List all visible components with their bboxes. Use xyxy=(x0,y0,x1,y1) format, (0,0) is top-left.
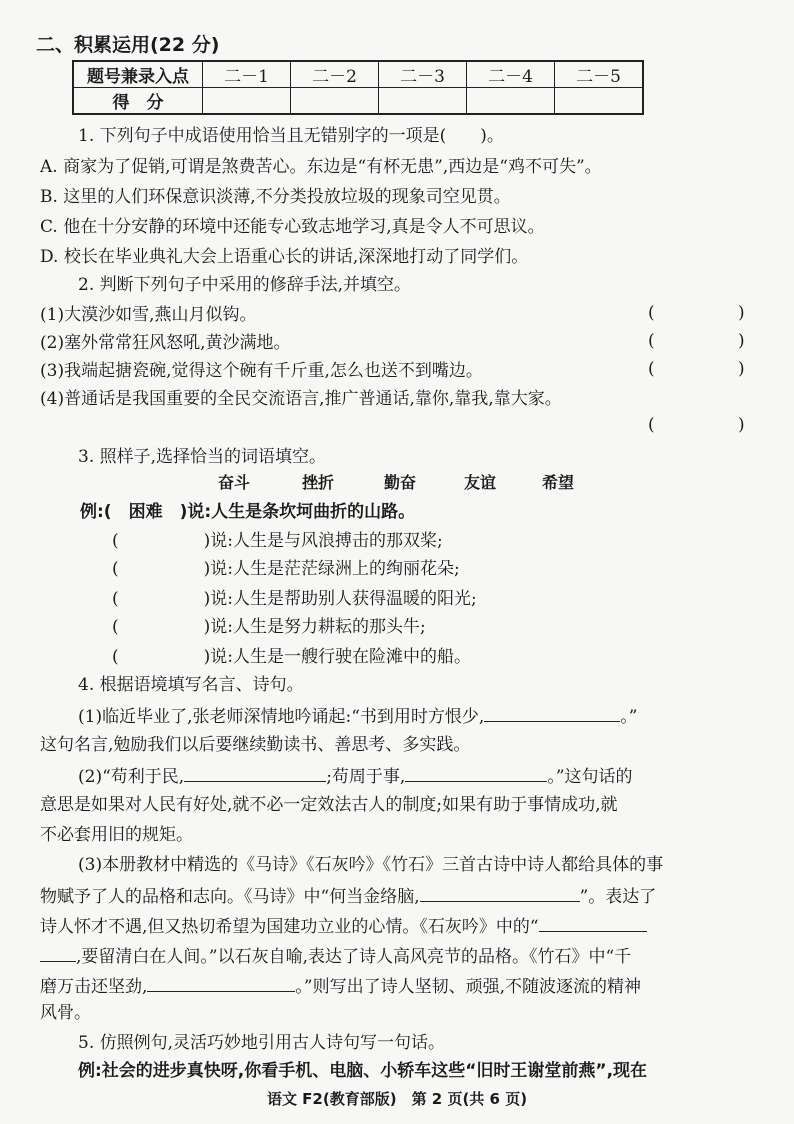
text: 。”这句话的 xyxy=(547,767,633,787)
question-4-para-2-cont: 不必套用旧的规矩。 xyxy=(40,825,193,845)
score-table-cell: 二－4 xyxy=(467,61,555,88)
question-1-option-d[interactable]: D. 校长在毕业典礼大会上语重心长的讲话,深深地打动了同学们。 xyxy=(40,247,529,267)
question-3-item[interactable]: ( )说:人生是努力耕耘的那头牛; xyxy=(112,617,426,637)
text: ,要留清白在人间。”以石灰自喻,表达了诗人高风亮节的品格。《竹石》中“千 xyxy=(76,947,632,967)
answer-paren-left[interactable]: ( xyxy=(648,359,655,379)
question-1-option-a[interactable]: A. 商家为了促销,可谓是煞费苦心。东边是“有杯无患”,西边是“鸡不可失”。 xyxy=(40,157,602,177)
text: ;苟周于事, xyxy=(326,767,406,787)
answer-paren-left[interactable]: ( xyxy=(648,331,655,351)
score-table-cell: 题号兼录入点 xyxy=(73,61,203,88)
question-4-para-3-cont xyxy=(40,973,794,999)
score-input-cell[interactable] xyxy=(291,88,379,115)
question-4-para-3-cont xyxy=(40,913,794,939)
fill-blank[interactable] xyxy=(40,943,76,962)
question-4-para-1-cont: 这句名言,勉励我们以后要继续勤读书、善思考、多实践。 xyxy=(40,735,471,755)
question-5-stem: 5. 仿照例句,灵活巧妙地引用古人诗句写一句话。 xyxy=(78,1033,446,1053)
text: ”。表达了 xyxy=(579,887,657,907)
score-table-cell: 二－1 xyxy=(203,61,291,88)
question-4-para-3-cont xyxy=(40,883,794,909)
score-input-cell[interactable] xyxy=(467,88,555,115)
question-1-option-b[interactable]: B. 这里的人们环保意识淡薄,不分类投放垃圾的现象司空见贯。 xyxy=(40,187,511,207)
question-4-para-3-cont xyxy=(40,943,794,969)
question-1-option-c[interactable]: C. 他在十分安静的环境中还能专心致志地学习,真是令人不可思议。 xyxy=(40,217,545,237)
question-2-stem: 2. 判断下列句子中采用的修辞手法,并填空。 xyxy=(78,275,412,295)
answer-paren-right[interactable]: ) xyxy=(738,331,745,351)
question-3-item[interactable]: ( )说:人生是帮助别人获得温暖的阳光; xyxy=(112,589,477,609)
question-2-item: (2)塞外常常狂风怒吼,黄沙满地。 xyxy=(40,333,291,353)
text: 。”则写出了诗人坚韧、顽强,不随波逐流的精神 xyxy=(295,977,642,997)
answer-paren-right[interactable]: ) xyxy=(738,303,745,323)
answer-paren-right[interactable]: ) xyxy=(738,415,745,435)
fill-blank[interactable] xyxy=(147,973,295,992)
word-choice: 希望 xyxy=(542,473,575,492)
question-3-example: 例:( 困难 )说:人生是条坎坷曲折的山路。 xyxy=(80,502,416,522)
question-3-item[interactable]: ( )说:人生是茫茫绿洲上的绚丽花朵; xyxy=(112,559,460,579)
score-table-cell: 得 分 xyxy=(73,88,203,115)
section-title: 二、积累运用(22 分) xyxy=(36,34,220,56)
fill-blank[interactable] xyxy=(405,763,547,782)
answer-paren-right[interactable]: ) xyxy=(738,359,745,379)
score-table-score-row xyxy=(73,88,643,115)
score-table-cell: 二－5 xyxy=(555,61,644,88)
question-5-example: 例:社会的进步真快呀,你看手机、电脑、小轿车这些“旧时王谢堂前燕”,现在 xyxy=(78,1061,648,1081)
score-input-cell[interactable] xyxy=(379,88,467,115)
word-choice: 友谊 xyxy=(464,473,497,492)
fill-blank[interactable] xyxy=(420,883,580,902)
text: 。” xyxy=(620,707,638,727)
fill-blank[interactable] xyxy=(484,703,620,722)
question-4-para-3-cont: 风骨。 xyxy=(40,1003,91,1023)
question-4-para-1 xyxy=(78,703,794,729)
text: 诗人怀才不遇,但又热切希望为国建功立业的心情。《石灰吟》中的“ xyxy=(40,917,539,937)
question-4-para-3: (3)本册教材中精选的《马诗》《石灰吟》《竹石》三首古诗中诗人都给具体的事 xyxy=(78,855,664,875)
answer-paren-left[interactable]: ( xyxy=(648,415,655,435)
score-table xyxy=(72,60,644,115)
text: 磨万击还坚劲, xyxy=(40,977,148,997)
score-table-cell: 二－3 xyxy=(379,61,467,88)
fill-blank[interactable] xyxy=(539,913,647,932)
question-4-stem: 4. 根据语境填写名言、诗句。 xyxy=(78,675,304,695)
question-2-item: (3)我端起搪瓷碗,觉得这个碗有千斤重,怎么也送不到嘴边。 xyxy=(40,361,483,381)
question-2-item: (4)普通话是我国重要的全民交流语言,推广普通话,靠你,靠我,靠大家。 xyxy=(40,389,562,409)
word-choice: 奋斗 xyxy=(218,473,251,492)
fill-blank[interactable] xyxy=(184,763,326,782)
question-3-item[interactable]: ( )说:人生是与风浪搏击的那双桨; xyxy=(112,531,443,551)
page-footer: 语文 F2(教育部版) 第 2 页(共 6 页) xyxy=(266,1090,528,1108)
question-3-item[interactable]: ( )说:人生是一艘行驶在险滩中的船。 xyxy=(112,647,471,667)
score-table-header-row xyxy=(73,61,643,88)
text: (1)临近毕业了,张老师深情地吟诵起:“书到用时方恨少, xyxy=(78,707,485,727)
text: 物赋予了人的品格和志向。《马诗》中“何当金络脑, xyxy=(40,887,420,907)
text: (2)“苟利于民, xyxy=(78,767,185,787)
score-input-cell[interactable] xyxy=(555,88,644,115)
score-input-cell[interactable] xyxy=(203,88,291,115)
word-choice: 挫折 xyxy=(302,473,335,492)
question-4-para-2-cont: 意思是如果对人民有好处,就不必一定效法古人的制度;如果有助于事情成功,就 xyxy=(40,795,618,815)
score-table-cell: 二－2 xyxy=(291,61,379,88)
question-4-para-2 xyxy=(78,763,794,789)
answer-paren-left[interactable]: ( xyxy=(648,303,655,323)
question-1-stem: 1. 下列句子中成语使用恰当且无错别字的一项是( )。 xyxy=(78,126,504,146)
question-2-item: (1)大漠沙如雪,燕山月似钩。 xyxy=(40,305,257,325)
word-choice: 勤奋 xyxy=(384,473,417,492)
question-3-stem: 3. 照样子,选择恰当的词语填空。 xyxy=(78,447,327,467)
